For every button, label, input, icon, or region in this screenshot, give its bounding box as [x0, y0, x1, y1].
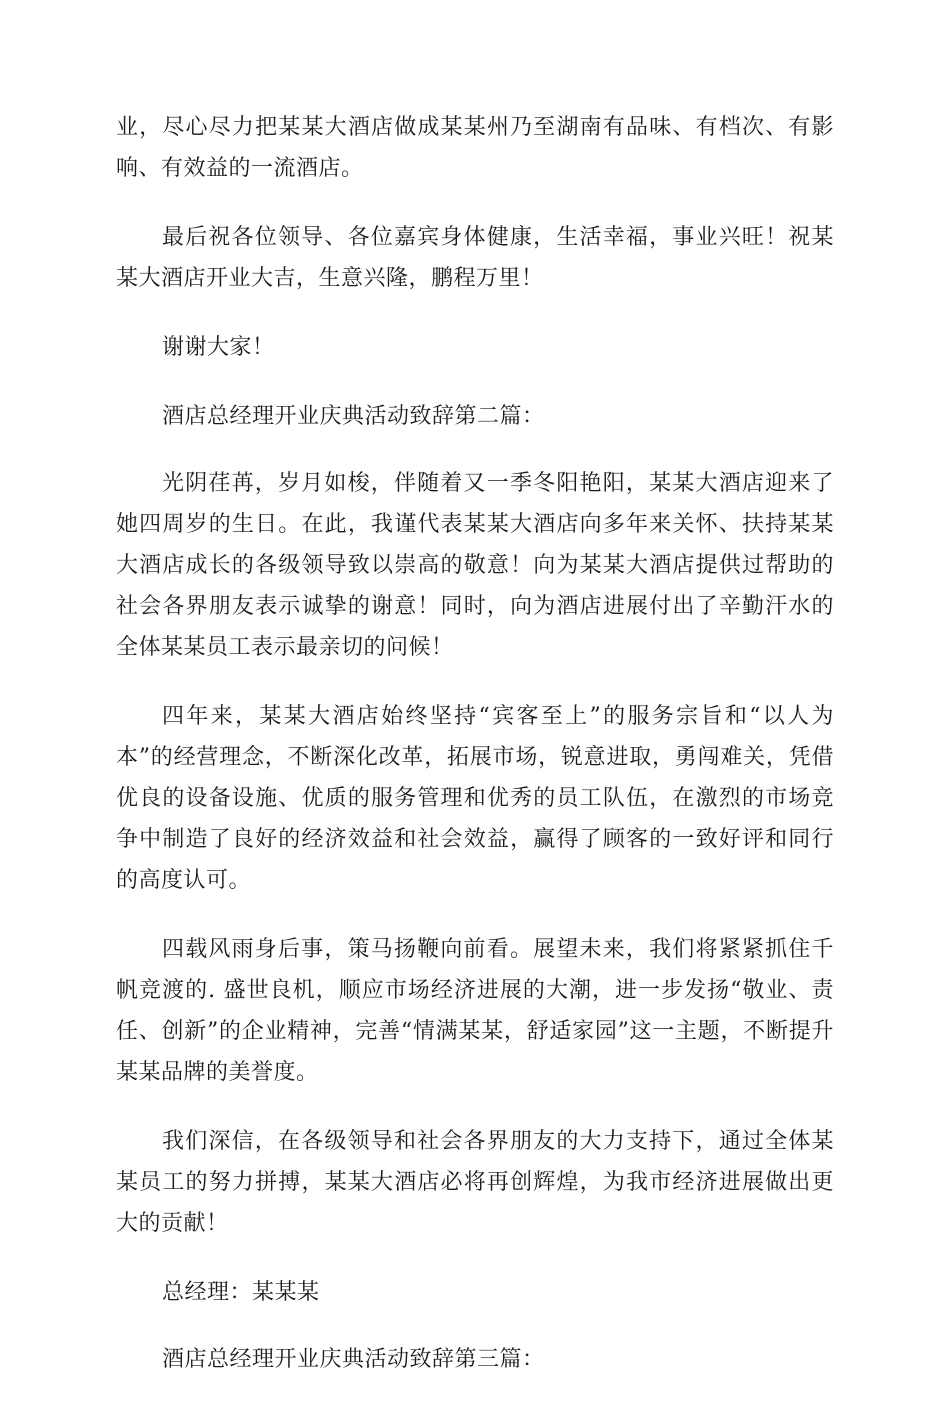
- section-heading-third: 酒店总经理开业庆典活动致辞第三篇：: [162, 1347, 545, 1372]
- paragraph-anniversary: 光阴荏苒，岁月如梭，伴随着又一季冬阳艳阳，某某大酒店迎来了她四周岁的生日。在此，我谨代表某某大酒店向多年来关怀、扶持某某大酒店成长的各级领导致以崇高的敬意！向为某某大酒店提供过帮助的社会各界朋友表示诚挚的谢意！同时，向为酒店进展付出了辛勤汗水的全体某某员工表示最亲切的问候！: [116, 471, 834, 660]
- paragraph-best-wishes: 最后祝各位领导、各位嘉宾身体健康，生活幸福，事业兴旺！祝某某大酒店开业大吉，生意兴隆，鹏程万里！: [116, 225, 834, 291]
- paragraph-confidence: 我们深信，在各级领导和社会各界朋友的大力支持下，通过全体某某员工的努力拼搏，某某大酒店必将再创辉煌，为我市经济进展做出更大的贡献！: [116, 1129, 834, 1236]
- paragraph-thanks: 谢谢大家！: [162, 335, 275, 360]
- paragraph-outlook: 四载风雨身后事，策马扬鞭向前看。展望未来，我们将紧紧抓住千帆竞渡的. 盛世良机，顺应市场经济进展的大潮，进一步发扬“敬业、责任、创新”的企业精神，完善“情满某某，舒适家园”这一主题，不断提升某某品牌的美誉度。: [116, 937, 834, 1085]
- paragraph-closing-continuation: 业，尽心尽力把某某大酒店做成某某州乃至湖南有品味、有档次、有影响、有效益的一流酒店。: [116, 115, 834, 181]
- paragraph-four-years: 四年来，某某大酒店始终坚持“宾客至上”的服务宗旨和“以人为本”的经营理念，不断深化改革，拓展市场，锐意进取，勇闯难关，凭借优良的设备设施、优质的服务管理和优秀的员工队伍，在激烈的市场竞争中制造了良好的经济效益和社会效益，赢得了顾客的一致好评和同行的高度认可。: [116, 704, 834, 893]
- document-body: [116, 107, 834, 1406]
- section-heading-second: 酒店总经理开业庆典活动致辞第二篇：: [162, 404, 545, 429]
- signature-line: 总经理：某某某: [162, 1280, 320, 1305]
